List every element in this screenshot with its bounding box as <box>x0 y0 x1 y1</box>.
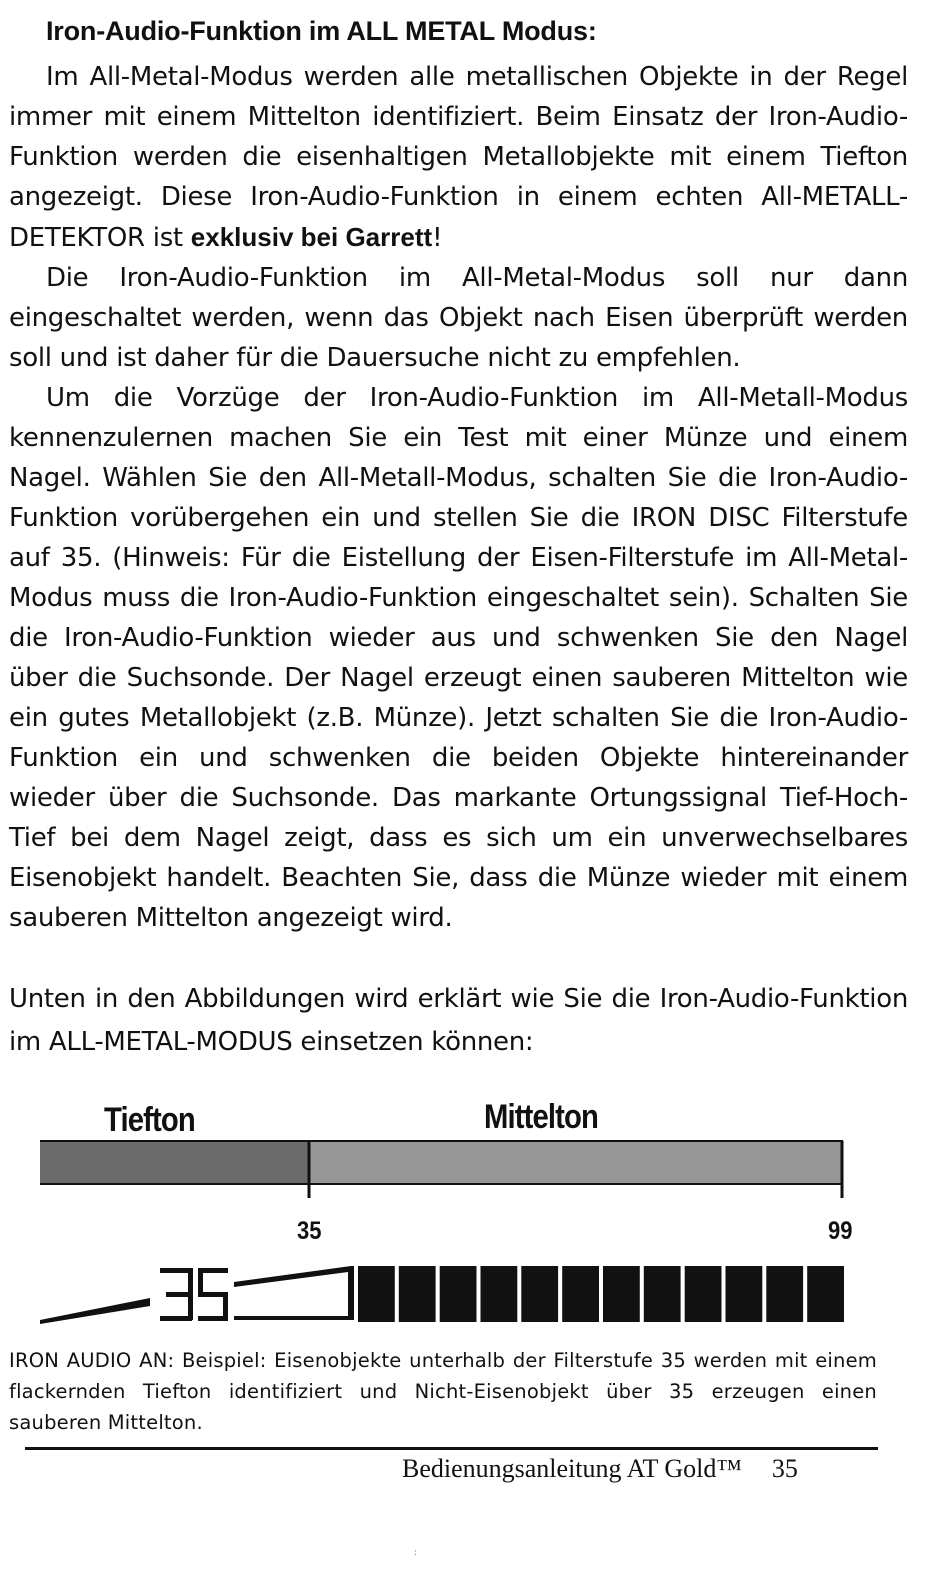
mid-tone-bar <box>309 1141 843 1184</box>
paragraph-1-end: ! <box>432 223 443 253</box>
wedge-right <box>234 1266 354 1320</box>
tone-range-diagram <box>0 1130 950 1330</box>
page-number: 35 <box>771 1454 798 1483</box>
segment-block <box>481 1266 518 1322</box>
segment-block <box>766 1266 803 1322</box>
segment-block <box>644 1266 681 1322</box>
digital-display-35 <box>160 1268 228 1321</box>
segment-blocks <box>358 1266 844 1322</box>
footer-rule <box>25 1447 878 1450</box>
segment-block <box>807 1266 844 1322</box>
paragraph-1-text: Im All-Metal-Modus werden alle metallischen Objekte in der Regel immer mit einem Mittelton identifiziert. Beim Einsatz der Iron-Audio-Funktion werden die eisenhaltigen Metallobjekte mit einem Tiefton angezeigt. Diese Iron-Audio-Funktion in einem echten All-METALL-DETEKTOR ist <box>9 62 908 253</box>
segment-block <box>726 1266 763 1322</box>
section-heading: Iron-Audio-Funktion im ALL METAL Modus: <box>46 16 597 46</box>
low-tone-bar <box>40 1141 309 1184</box>
exclusive-emphasis: exklusiv bei Garrett <box>190 222 433 252</box>
scan-mark: : <box>414 1548 418 1558</box>
body-text <box>9 57 908 938</box>
max-value-label: 99 <box>828 1217 853 1245</box>
paragraph-4: Unten in den Abbildungen wird erklärt wie Sie die Iron-Audio-Funktion im ALL-METAL-MODUS einsetzen können: <box>9 984 908 1057</box>
paragraph-2: Die Iron-Audio-Funktion im All-Metal-Modus soll nur dann eingeschaltet werden, wenn das Objekt nach Eisen überprüft werden soll und ist daher für die Dauersuche nicht zu empfehlen. <box>9 263 908 373</box>
segment-block <box>358 1266 395 1322</box>
threshold-value-label: 35 <box>297 1217 322 1245</box>
segment-block <box>562 1266 599 1322</box>
mid-tone-label: Mittelton <box>484 1098 599 1136</box>
figure-caption <box>9 1345 877 1438</box>
segment-block <box>399 1266 436 1322</box>
manual-title: Bedienungsanleitung AT Gold™ <box>402 1454 742 1483</box>
wedge-left <box>40 1298 150 1324</box>
segment-block <box>521 1266 558 1322</box>
closing-text <box>9 978 908 1064</box>
caption-text: IRON AUDIO AN: Beispiel: Eisenobjekte unterhalb der Filterstufe 35 werden mit einem flackernden Tiefton identifiziert und Nicht-Eisenobjekt über 35 erzeugen einen sauberen Mittelton. <box>9 1349 877 1434</box>
segment-block <box>685 1266 722 1322</box>
paragraph-3: Um die Vorzüge der Iron-Audio-Funktion im All-Metall-Modus kennenzulernen machen Sie ein Test mit einer Münze und einem Nagel. Wählen Sie den All-Metall-Modus, schalten Sie die Iron-Audio-Funktion vorübergehen ein und stellen Sie die IRON DISC Filterstufe auf 35. (Hinweis: Für die Eistellung der Eisen-Filterstufe im All-Metal-Modus muss die Iron-Audio-Funktion eingeschaltet sein). Schalten Sie die Iron-Audio-Funktion wieder aus und schwenken Sie den Nagel über die Suchsonde. Der Nagel erzeugt einen sauberen Mittelton wie ein gutes Metallobjekt (z.B. Münze). Jetzt schalten Sie die Iron-Audio-Funktion ein und schwenken die beiden Objekte hintereinander wieder über die Suchsonde. Das markante Ortungssignal Tief-Hoch-Tief bei dem Nagel zeigt, dass es sich um ein unverwechselbares Eisenobjekt handelt. Beachten Sie, dass die Münze wieder mit einem sauberen Mittelton angezeigt wird. <box>9 383 908 933</box>
segment-block <box>440 1266 477 1322</box>
low-tone-label: Tiefton <box>104 1101 195 1139</box>
segment-block <box>603 1266 640 1322</box>
paragraph-1 <box>9 57 908 258</box>
page-footer <box>402 1454 798 1484</box>
